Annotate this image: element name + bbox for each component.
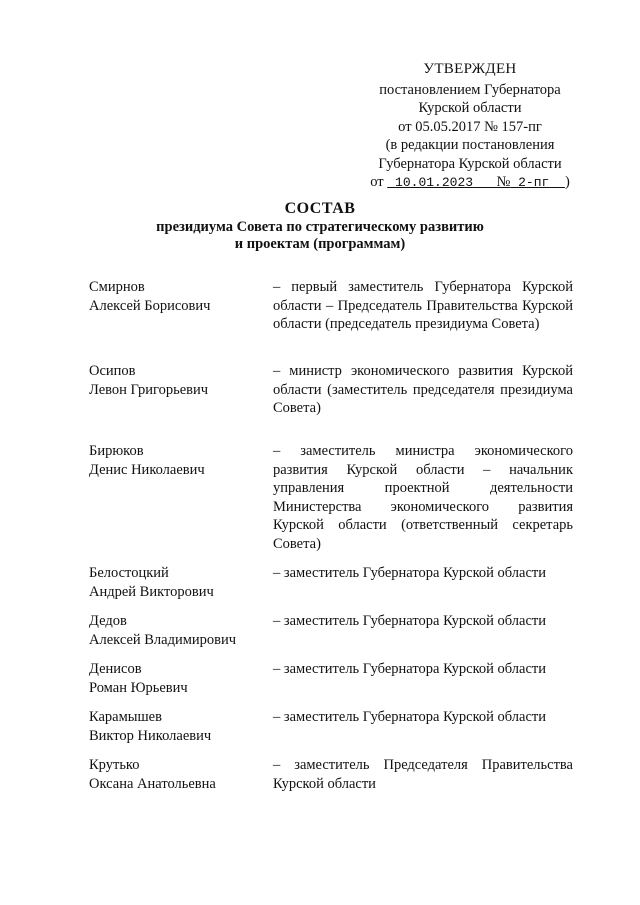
member-name bbox=[89, 442, 273, 564]
member-surname: Карамышев bbox=[89, 709, 162, 725]
member-surname: Осипов bbox=[89, 363, 136, 379]
member-given-name: Оксана Анатольевна bbox=[89, 775, 216, 792]
title-main: СОСТАВ bbox=[284, 200, 356, 217]
member-role: – первый заместитель Губернатора Курской области – Председатель Правительства Курской области (председатель президиума Совета) bbox=[273, 279, 573, 332]
approval-line: постановлением Губернатора bbox=[379, 81, 561, 98]
member-role: – заместитель Губернатора Курской области bbox=[273, 565, 547, 581]
member-name bbox=[89, 362, 273, 442]
members-list bbox=[89, 278, 573, 804]
member-surname: Белостоцкий bbox=[89, 565, 169, 581]
member-name bbox=[89, 660, 273, 708]
approval-line: Губернатора Курской области bbox=[378, 155, 562, 172]
member-given-name: Левон Григорьевич bbox=[89, 381, 209, 398]
member-given-name: Андрей Викторович bbox=[89, 583, 214, 600]
member-given-name: Денис Николаевич bbox=[89, 461, 205, 478]
member-row bbox=[89, 564, 573, 612]
member-row bbox=[89, 708, 573, 756]
member-surname: Дедов bbox=[89, 613, 127, 629]
member-row bbox=[89, 362, 573, 442]
member-surname: Крутько bbox=[89, 757, 140, 773]
member-row bbox=[89, 756, 573, 804]
approval-line: от 05.05.2017 № 157-пг bbox=[398, 118, 542, 135]
member-surname: Смирнов bbox=[89, 279, 145, 295]
member-role: – заместитель Губернатора Курской области bbox=[273, 709, 547, 725]
member-role: – заместитель Губернатора Курской области bbox=[273, 613, 547, 629]
member-surname: Денисов bbox=[89, 661, 142, 677]
member-role: – заместитель Губернатора Курской области bbox=[273, 661, 547, 677]
member-name bbox=[89, 612, 273, 660]
approval-line: (в редакции постановления bbox=[385, 137, 555, 153]
member-role: – заместитель Председателя Правительства Курской области bbox=[273, 757, 573, 792]
amendment-number: 2-пг bbox=[518, 175, 550, 190]
amendment-number-label: № bbox=[496, 174, 511, 190]
title-line: и проектам (программам) bbox=[234, 236, 406, 252]
member-given-name: Виктор Николаевич bbox=[89, 727, 212, 744]
member-name bbox=[89, 756, 273, 804]
member-row bbox=[89, 278, 573, 362]
member-role: – министр экономического развития Курской области (заместитель председателя президиума Совета) bbox=[273, 363, 573, 416]
member-given-name: Алексей Борисович bbox=[89, 297, 211, 314]
member-row bbox=[89, 442, 573, 564]
approval-stamp bbox=[360, 60, 580, 193]
member-name bbox=[89, 278, 273, 362]
member-row bbox=[89, 612, 573, 660]
member-given-name: Роман Юрьевич bbox=[89, 679, 188, 696]
member-name bbox=[89, 708, 273, 756]
amendment-prefix: от bbox=[370, 174, 384, 190]
member-surname: Бирюков bbox=[89, 443, 144, 459]
member-given-name: Алексей Владимирович bbox=[89, 631, 237, 648]
title-line: президиума Совета по стратегическому развитию bbox=[156, 219, 484, 235]
document-title bbox=[0, 200, 640, 253]
approval-heading: УТВЕРЖДЕН bbox=[423, 61, 517, 77]
amendment-date: 10.01.2023 bbox=[395, 175, 474, 190]
approval-line: Курской области bbox=[418, 100, 522, 116]
member-role: – заместитель министра экономического развития Курской области – начальник управления проектной деятельности Министерства экономического развития Курской области (ответственный секретарь Совета) bbox=[273, 443, 573, 552]
member-name bbox=[89, 564, 273, 612]
amendment-line bbox=[360, 173, 580, 193]
member-row bbox=[89, 660, 573, 708]
amendment-close: ) bbox=[564, 174, 570, 190]
